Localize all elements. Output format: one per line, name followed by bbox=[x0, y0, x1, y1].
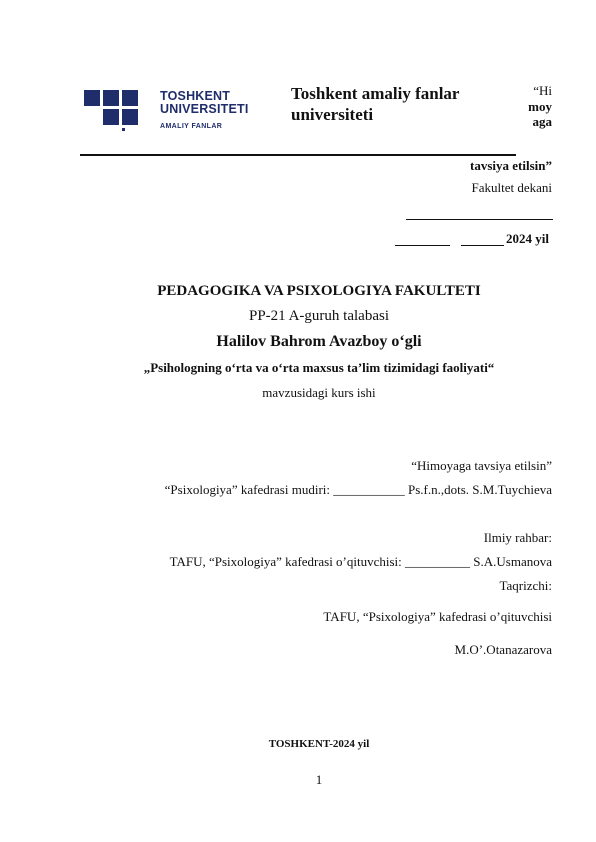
reviewer-line: TAFU, “Psixologiya” kafedrasi o’qituvchisi bbox=[323, 609, 552, 624]
topic-title: „Psihologning o‘rta va o‘rta maxsus ta’lim tizimidagi faoliyati“ bbox=[143, 360, 495, 375]
city-year: TOSHKENT-2024 yil bbox=[268, 738, 370, 750]
approval-line3: aga bbox=[532, 114, 552, 129]
approval-line2: moy bbox=[528, 99, 552, 114]
logo-text-line2: UNIVERSITETI bbox=[160, 102, 249, 116]
logo-square bbox=[122, 90, 138, 106]
dean-signature-line bbox=[406, 219, 553, 220]
group-label: PP-21 A-guruh talabasi bbox=[249, 308, 389, 324]
logo-text-line3: AMALIY FANLAR bbox=[160, 123, 223, 130]
page-number: 1 bbox=[315, 772, 323, 787]
approval-line4: tavsiya etilsin” bbox=[470, 158, 552, 173]
date-year: 2024 yil bbox=[506, 231, 549, 246]
logo-text-line1: TOSHKENT bbox=[160, 89, 231, 103]
department-head-line: “Psixologiya” kafedrasi mudiri: ___________ Ps.f.n.,dots. S.M.Tuychieva bbox=[164, 482, 552, 497]
logo-dot bbox=[122, 128, 125, 131]
reviewer-name: M.O’.Otanazarova bbox=[454, 642, 552, 657]
logo-square bbox=[122, 109, 138, 125]
student-name: Halilov Bahrom Avazboy o‘gli bbox=[216, 333, 422, 350]
university-name-line2: universiteti bbox=[291, 105, 374, 124]
advisor-label: Ilmiy rahbar: bbox=[483, 530, 552, 545]
faculty-name: PEDAGOGIKA VA PSIXOLOGIYA FAKULTETI bbox=[157, 283, 481, 299]
dean-label: Fakultet dekani bbox=[471, 180, 552, 195]
header-rule bbox=[80, 154, 516, 156]
logo-square bbox=[103, 90, 119, 106]
university-logo bbox=[84, 90, 254, 134]
defense-recommendation: “Himoyaga tavsiya etilsin” bbox=[411, 458, 552, 473]
university-name-line1: Toshkent amaliy fanlar bbox=[291, 84, 460, 103]
reviewer-label: Taqrizchi: bbox=[499, 578, 552, 593]
logo-square bbox=[84, 90, 100, 106]
date-month-line bbox=[461, 245, 504, 246]
logo-square bbox=[103, 109, 119, 125]
advisor-line: TAFU, “Psixologiya” kafedrasi o’qituvchisi: __________ S.A.Usmanova bbox=[169, 554, 552, 569]
approval-line1 bbox=[533, 83, 552, 99]
date-day-line bbox=[395, 245, 450, 246]
approval-text: “Hi bbox=[533, 83, 552, 98]
topic-suffix: mavzusidagi kurs ishi bbox=[262, 385, 376, 400]
